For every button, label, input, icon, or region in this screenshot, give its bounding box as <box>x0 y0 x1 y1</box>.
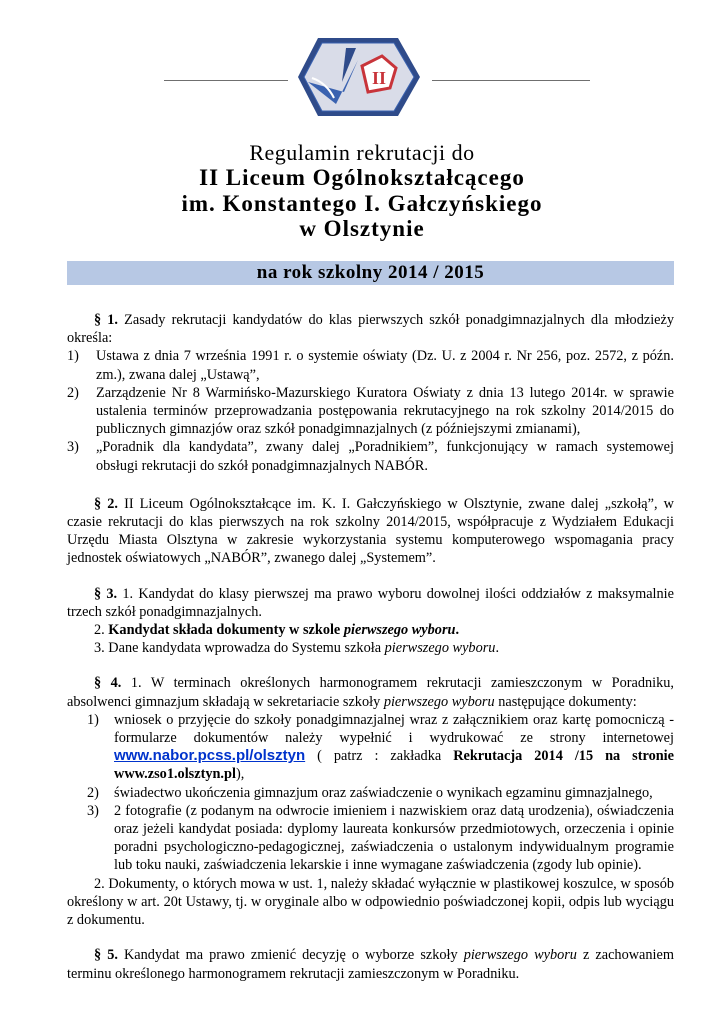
logo-rule-right <box>432 80 590 81</box>
section-2-mark: § 2. <box>94 495 118 512</box>
section-2: § 2. II Liceum Ogólnokształcące im. K. I. Gałczyńskiego w Olsztynie, zwane dalej „szkołą”, w czasie rekrutacji do klas pierwszych na rok szkolny 2014/2015, współpracuje z Wydziałem Edukacji Urzędu Miasta Olsztyna w zakresie wykorzystania systemu komputerowego wspomagania pracy jednostek oświatowych „NABÓR”, zwanego dalej „Systemem”. <box>67 495 674 567</box>
list-item: 3) „Poradnik dla kandydata”, zwany dalej „Poradnikiem”, funkcjonujący w ramach systemowej obsługi rekrutacji do szkół ponadgimnazjalnych NABÓR. <box>67 439 674 474</box>
logo-rule-left <box>164 80 288 81</box>
section-1-mark: § 1. <box>94 312 119 328</box>
title-line-2: II Liceum Ogólnokształcącego <box>199 165 525 190</box>
section-3-p3: 3. Dane kandydata wprowadza do Systemu szkoła pierwszego wyboru. <box>94 640 500 657</box>
list-item: 1) wniosek o przyjęcie do szkoły ponadgimnazjalnej wraz z załącznikiem oraz kartę pomocniczą - formularze dokumentów należy wypełnić i wydrukować ze strony internetowej www.nabor.pcss.pl/olsztyn ( patrz : zakładka Rekrutacja 2014 /15 na stronie www.zso1.olsztyn.pl), <box>87 711 674 783</box>
list-item: 3) 2 fotografie (z podanym na odwrocie imieniem i nazwiskiem oraz datą urodzenia), oświadczenia oraz jeżeli kandydat posiada: dyplomy laureata konkursów przedmiotowych, orzeczenia i opinie poradni psychologiczno-pedagogicznej, zaświadczenia o ustalonym indywidualnym programie lub toku nauki, zaświadczenia lekarskie i inne wymagane zaświadczenia (zgody lub opinie). <box>87 802 674 874</box>
section-3-p2: 2. Kandydat składa dokumenty w szkole pierwszego wyboru. <box>94 622 460 639</box>
list-item: 2) świadectwo ukończenia gimnazjum oraz zaświadczenie o wynikach egzaminu gimnazjalnego, <box>87 784 653 801</box>
section-4-list <box>67 711 674 875</box>
nabor-link[interactable]: www.nabor.pcss.pl/olsztyn <box>114 747 306 765</box>
section-1-list <box>67 347 674 474</box>
school-year-band: na rok szkolny 2014 / 2015 <box>67 261 674 285</box>
school-logo <box>0 38 724 118</box>
list-item: 1) Ustawa z dnia 7 września 1991 r. o systemie oświaty (Dz. U. z 2004 r. Nr 256, poz. 2572, z późn. zm.), zwana dalej „Ustawą”, <box>67 348 674 383</box>
section-5: § 5. Kandydat ma prawo zmienić decyzję o wyborze szkoły pierwszego wyboru z zachowaniem terminu określonego harmonogramem rekrutacji zamieszczonym w Poradniku. <box>67 947 674 982</box>
section-3-mark: § 3. <box>94 585 118 602</box>
title-line-3: im. Konstantego I. Gałczyńskiego <box>181 191 543 216</box>
title-line-1: Regulamin rekrutacji do <box>249 140 475 165</box>
regulation-body <box>67 311 674 983</box>
section-4-p2: 2. Dokumenty, o których mowa w ust. 1, należy składać wyłącznie w plastikowej koszulce, w sposób określony w art. 20t Ustawy, tj. w oryginale albo w odpowiednio poświadczonej kopii, odpis lub wyciągu z dokumentu. <box>67 875 674 929</box>
section-4-intro: § 4. 1. W terminach określonych harmonogramem rekrutacji zamieszczonym w Poradniku, absolwenci gimnazjum składają w sekretariacie szkoły pierwszego wyboru następujące dokumenty: <box>67 675 674 710</box>
section-1-intro: § 1. Zasady rekrutacji kandydatów do klas pierwszych szkół ponadgimnazjalnych dla młodzieży określa: <box>67 312 674 347</box>
section-5-mark: § 5. <box>94 947 118 964</box>
list-item: 2) Zarządzenie Nr 8 Warmińsko-Mazurskiego Kuratora Oświaty z dnia 13 lutego 2014r. w sprawie ustalenia terminów przeprowadzania postępowania rekrutacyjnego na rok szkolny 2014/2015 do publicznych gimnazjów oraz szkół ponadgimnazjalnych (z późniejszymi zmianami), <box>67 384 674 438</box>
title-line-4: w Olsztynie <box>299 216 425 241</box>
svg-text:II: II <box>372 68 387 88</box>
section-3-p1: § 3. 1. Kandydat do klasy pierwszej ma prawo wyboru dowolnej ilości oddziałów z maksymalnie trzech szkół ponadgimnazjalnych. <box>67 585 674 620</box>
section-4-mark: § 4. <box>94 675 122 692</box>
school-emblem-icon <box>298 38 420 116</box>
